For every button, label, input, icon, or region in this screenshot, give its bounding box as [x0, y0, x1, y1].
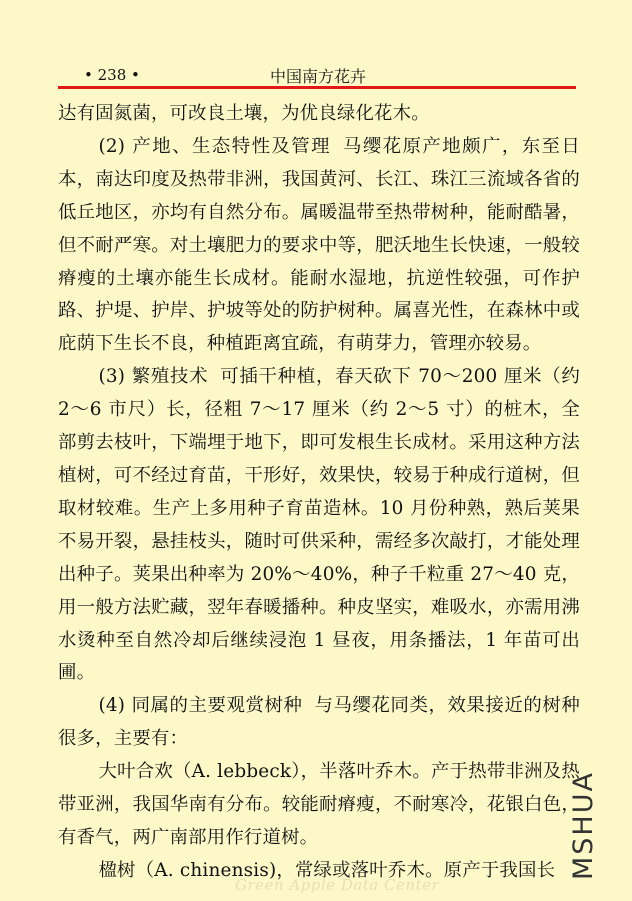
paragraph	[58, 690, 580, 756]
paragraph: 达有固氮菌，可改良土壤，为优良绿化花木。	[58, 103, 430, 124]
bottom-watermark: Green Apple Data Center	[235, 876, 440, 894]
paragraph	[58, 361, 580, 690]
running-title: 中国南方花卉	[270, 67, 367, 86]
paragraph	[58, 131, 580, 361]
page-number: • 238 •	[84, 66, 140, 84]
body-text	[58, 98, 580, 888]
section-heading: (2) 产地、生态特性及管理	[98, 135, 331, 157]
paragraph-text: 马缨花原产地颇广，东至日本，南达印度及热带非洲，我国黄河、长江、珠江三流域各省的低丘地区，亦均有自然分布。属暖温带至热带树种，能耐酷暑，但不耐严寒。对土壤肥力的要求中等，肥沃地生长快速，一般较瘠瘦的土壤亦能生长成材。能耐水湿地，抗逆性较强，可作护路、护堤、护岸、护坡等处的防护树种。属喜光性，在森林中或庇荫下生长不良，种植距离宜疏，有萌芽力，管理亦较易。	[58, 135, 581, 355]
header-rule	[58, 86, 576, 89]
section-heading: (3) 繁殖技术	[98, 366, 209, 388]
section-heading: (4) 同属的主要观赏树种	[98, 695, 303, 717]
paragraph-text: 可插干种植，春天砍下 70～200 厘米（约 2～6 市尺）长，径粗 7～17 厘米（约 2～5 寸）的桩木，全部剪去枝叶，下端埋于地下，即可发根生长成材。采用这种方法植树，可不经过育苗，干形好，效果快，较易于种成行道树，但取材较难。生产上多用种子育苗造林。10 月份种熟，熟后荚果不易开裂，悬挂枝头，随时可供采种，需经多次敲打，才能处理出种子。荚果出种率为 20%～40%，种子千粒重 27～40 克，用一般方法贮藏，翌年春暖播种。种皮坚实，难吸水，亦需用沸水烫种至自然冷却后继续浸泡 1 昼夜，用条播法，1 年苗可出圃。	[58, 366, 580, 684]
paragraph: 楹树（A. chinensis)，常绿或落叶乔木。原产于我国长	[98, 859, 556, 881]
paragraph: 大叶合欢（A. lebbeck），半落叶乔木。产于热带非洲及热带亚洲，我国华南有分布。较能耐瘠瘦，不耐寒冷，花银白色，有香气，两广南部用作行道树。	[58, 761, 580, 848]
paragraph-text: 与马缨花同类，效果接近的树种很多，主要有：	[58, 695, 580, 750]
side-watermark: MSHUA	[568, 771, 599, 880]
page-header	[58, 60, 576, 86]
